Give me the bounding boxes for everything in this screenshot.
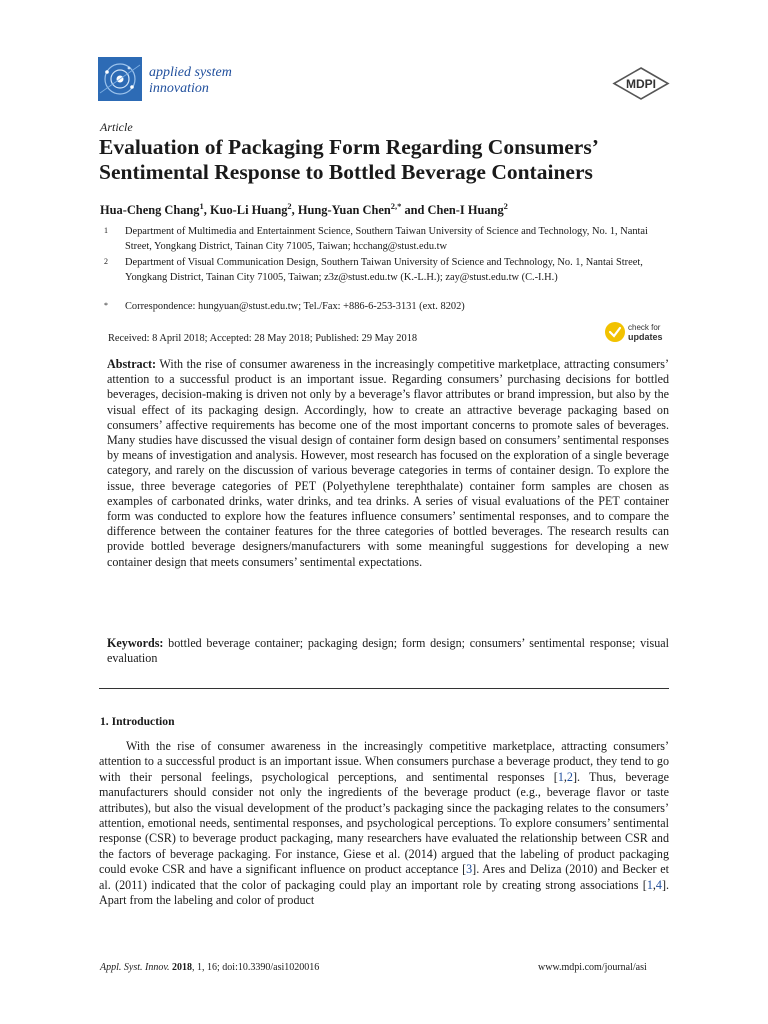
article-type: Article xyxy=(100,120,133,134)
citation-link[interactable]: 4 xyxy=(655,877,662,892)
body-text: ]. Apart from the labeling and color of product xyxy=(99,877,669,908)
section-heading: 1. Introduction xyxy=(100,715,175,728)
journal-name xyxy=(149,65,232,97)
author-affiliation-mark: 2,* xyxy=(390,201,402,211)
author-name: Hua-Cheng Chang xyxy=(100,203,200,218)
correspondence-mark: * xyxy=(104,301,108,310)
author-separator: , xyxy=(291,203,298,218)
citation-link[interactable]: 1 xyxy=(646,877,653,892)
affiliation-mark: 2 xyxy=(104,257,108,266)
abstract-label: Abstract: xyxy=(107,357,157,371)
abstract-text: With the rise of consumer awareness in the increasingly competitive marketplace, attracting consumers’ attention to a successful product is an important issue. Regarding consumers’ purchasing decisions for bottled beverages, decision-making is driven not only by a beverage’s flavor attributes or brand impression, but also by the visual effect of its packaging design. Accordingly, how to create an attractive beverage packaging based on consumers’ affective requirements has become one of the most important concerns to promote sales of beverages. Many studies have discussed the visual design of container form design based on consumers’ sentimental responses by means of investigation and analysis. However, most research has focused on the exploration of a single beverage category, and rarely on the discussion of various beverage categories in terms of container design. To explore the issue, three beverage categories of PET (Polyethylene terephthalate) container form samples are chosen as examples of carbonated drinks, water drinks, and tea drinks. A series of visual evaluations of the PET container form was conducted to explore how the features influence consumers’ sentimental responses, and to compare the difference between the container features for the three categories of bottled beverages. The research results can provide bottled beverage designers/manufacturers with some meaningful suggestions for developing a new container design that meets consumers’ sentimental expectations. xyxy=(107,357,669,569)
author-affiliation-mark: 2 xyxy=(287,201,292,211)
check-updates-line1: check for xyxy=(628,323,661,332)
publication-dates: Received: 8 April 2018; Accepted: 28 May 2018; Published: 29 May 2018 xyxy=(108,333,418,344)
journal-name-line2: innovation xyxy=(149,81,209,96)
author-name: Hung-Yuan Chen xyxy=(297,203,391,218)
author-separator: and xyxy=(401,203,428,218)
affiliation xyxy=(100,224,670,255)
citation-separator: , xyxy=(563,769,567,784)
body-text: ]. Thus, beverage manufacturers should consider not only the ingredients of the beverage product (e.g., beverage flavor or taste attributes), but also the visual development of the product’s packaging since the packaging relates to the consumers’ attention, emotional needs, sentimental responses, and psychological perceptions. To explore consumers’ sentimental response (CSR) to beverage product packaging, many researchers have evaluated the relationship between CSR and the factors of beverage packaging. For instance, Giese et al. (2014) argued that the labeling of product packaging could evoke CSR and have a significant influence on product acceptance [ xyxy=(99,769,669,877)
check-updates-line2: updates xyxy=(628,332,663,342)
author-list xyxy=(100,201,508,218)
correspondence xyxy=(100,299,670,314)
footer-volume-doi: , 1, 16; doi:10.3390/asi1020016 xyxy=(192,962,320,973)
citation-link[interactable]: 2 xyxy=(566,769,573,784)
check-for-updates-badge[interactable] xyxy=(604,320,674,346)
section-divider xyxy=(99,688,669,689)
author-affiliation-mark: 1 xyxy=(199,201,204,211)
citation-link[interactable]: 1 xyxy=(557,769,564,784)
footer-journal-abbrev: Appl. Syst. Innov. xyxy=(100,962,170,973)
author-name: Chen-I Huang xyxy=(427,203,504,218)
journal-logo-icon xyxy=(98,57,142,101)
author-name: Kuo-Li Huang xyxy=(209,203,288,218)
footer-journal-url[interactable]: www.mdpi.com/journal/asi xyxy=(538,962,647,973)
author-affiliation-mark: 2 xyxy=(503,201,508,211)
citation-link[interactable]: 3 xyxy=(466,862,473,877)
footer-year: 2018 xyxy=(172,962,193,973)
keywords xyxy=(107,636,669,666)
affiliation-mark: 1 xyxy=(104,226,108,235)
body-text: With the rise of consumer awareness in the increasingly competitive marketplace, attracting consumers’ attention to a successful product is an important issue. When consumers purchase a beverage product, they tend to go with their personal feelings, psychological perceptions, and sentimental responses [ xyxy=(99,739,669,784)
affiliation-text: Department of Visual Communication Design, Southern Taiwan University of Science and Technology, No. 1, Nantai Street, Yongkang District, Tainan City 71005, Taiwan; z3z@stust.edu.tw (K.-L.H.); zay@stust.edu.tw (C.-I.H.) xyxy=(125,257,643,284)
check-icon xyxy=(605,322,625,342)
keywords-text: bottled beverage container; packaging design; form design; consumers’ sentimental response; visual evaluation xyxy=(107,636,669,666)
mdpi-logo-icon xyxy=(612,67,670,100)
introduction-paragraph xyxy=(99,739,669,908)
footer-citation xyxy=(100,962,319,973)
citation-separator: , xyxy=(652,877,656,892)
paper-title: Evaluation of Packaging Form Regarding Consumers’ Sentimental Response to Bottled Beverage Containers xyxy=(99,135,598,184)
keywords-label: Keywords: xyxy=(107,636,164,650)
author-separator: , xyxy=(203,203,210,218)
correspondence-text: Correspondence: hungyuan@stust.edu.tw; Tel./Fax: +886-6-253-3131 (ext. 8202) xyxy=(125,301,465,312)
affiliation-text: Department of Multimedia and Entertainment Science, Southern Taiwan University of Science and Technology, No. 1, Nantai Street, Yongkang District, Tainan City 71005, Taiwan; hcchang@stust.edu.tw xyxy=(125,226,648,253)
abstract xyxy=(107,357,669,570)
affiliation xyxy=(100,255,670,286)
body-text: ]. Ares and Deliza (2010) and Becker et al. (2011) indicated that the color of packaging could play an important role by creating strong associations [ xyxy=(99,862,670,892)
journal-name-line1: applied system xyxy=(149,65,232,80)
publisher-name: MDPI xyxy=(626,77,656,91)
